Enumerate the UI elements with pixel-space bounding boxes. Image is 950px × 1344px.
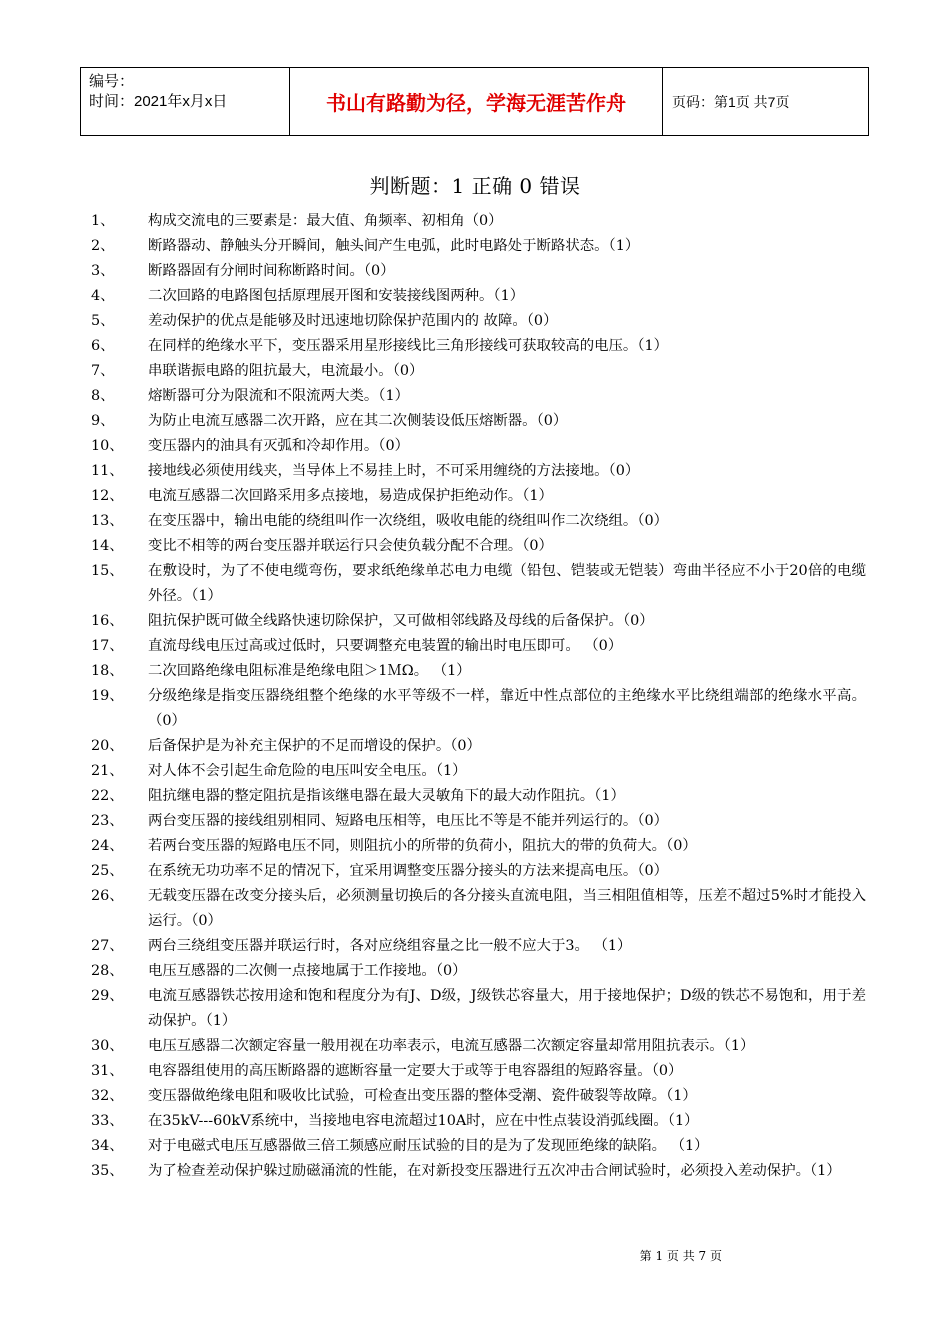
list-item — [91, 334, 866, 359]
question-number: 31、 — [91, 1063, 124, 1079]
question-text: 在变压器中，输出电能的绕组叫作一次绕组，吸收电能的绕组叫作二次绕组。（0） — [148, 513, 669, 529]
header-info-cell — [81, 68, 290, 136]
question-text: 为防止电流互感器二次开路，应在其二次侧装设低压熔断器。（0） — [148, 413, 568, 429]
question-text: 电压互感器二次额定容量一般用视在功率表示，电流互感器二次额定容量却常用阻抗表示。（1） — [148, 1038, 755, 1054]
question-text: 若两台变压器的短路电压不同，则阻抗小的所带的负荷小，阻抗大的带的负荷大。（0） — [148, 838, 697, 854]
question-number: 35、 — [91, 1163, 124, 1179]
question-number: 5、 — [91, 313, 115, 329]
question-number: 2、 — [91, 238, 115, 254]
question-text: 两台变压器的接线组别相同、短路电压相等，电压比不等是不能并列运行的。（0） — [148, 813, 669, 829]
question-number: 1、 — [91, 213, 115, 229]
question-text: 在35kV---60kV系统中，当接地电容电流超过10A时，应在中性点装设消弧线圈。（1） — [148, 1113, 699, 1129]
question-text: 电压互感器的二次侧一点接地属于工作接地。（0） — [148, 963, 467, 979]
header-table — [80, 67, 869, 136]
question-number: 29、 — [91, 988, 124, 1004]
question-text: 熔断器可分为限流和不限流两大类。（1） — [148, 388, 409, 404]
list-item — [91, 559, 866, 609]
list-item — [91, 884, 866, 934]
question-number: 17、 — [91, 638, 124, 654]
list-item — [91, 1134, 866, 1159]
list-item — [91, 734, 866, 759]
question-number: 18、 — [91, 663, 124, 679]
question-text: 为了检查差动保护躲过励磁涌流的性能，在对新投变压器进行五次冲击合闸试验时，必须投入差动保护。（1） — [148, 1163, 841, 1179]
page-footer: 第 1 页 共 7 页 — [639, 1249, 722, 1263]
list-item — [91, 384, 866, 409]
question-text: 直流母线电压过高或过低时，只要调整充电装置的输出时电压即可。 （0） — [148, 638, 623, 654]
question-text: 在同样的绝缘水平下，变压器采用星形接线比三角形接线可获取较高的电压。（1） — [148, 338, 669, 354]
question-number: 19、 — [91, 688, 124, 704]
date-label: 时间：2021年x月x日 — [89, 93, 228, 110]
question-number: 11、 — [91, 463, 124, 479]
question-number: 28、 — [91, 963, 124, 979]
question-number: 25、 — [91, 863, 124, 879]
page-label: 页码：第1页 共7页 — [663, 68, 869, 136]
question-text: 断路器固有分闸时间称断路时间。（0） — [148, 263, 395, 279]
list-item — [91, 209, 866, 234]
list-item — [91, 1109, 866, 1134]
question-number: 6、 — [91, 338, 115, 354]
question-number: 24、 — [91, 838, 124, 854]
question-text: 二次回路绝缘电阻标准是绝缘电阻＞1ＭΩ。 （1） — [148, 663, 471, 679]
question-text: 对于电磁式电压互感器做三倍工频感应耐压试验的目的是为了发现匝绝缘的缺陷。 （1） — [148, 1138, 709, 1154]
question-number: 20、 — [91, 738, 124, 754]
question-number: 7、 — [91, 363, 115, 379]
question-number: 3、 — [91, 263, 115, 279]
list-item — [91, 1084, 866, 1109]
list-item — [91, 759, 866, 784]
question-number: 8、 — [91, 388, 115, 404]
list-item — [91, 1159, 866, 1184]
question-list — [91, 209, 866, 1184]
question-number: 23、 — [91, 813, 124, 829]
question-number: 14、 — [91, 538, 124, 554]
list-item — [91, 509, 866, 534]
list-item — [91, 809, 866, 834]
question-number: 12、 — [91, 488, 124, 504]
question-text: 差动保护的优点是能够及时迅速地切除保护范围内的 故障。（0） — [148, 313, 558, 329]
question-number: 13、 — [91, 513, 124, 529]
page-title: 判断题：1 正确 0 错误 — [369, 174, 581, 198]
question-number: 26、 — [91, 888, 124, 904]
question-number: 30、 — [91, 1038, 124, 1054]
list-item — [91, 1034, 866, 1059]
question-number: 22、 — [91, 788, 124, 804]
list-item — [91, 459, 866, 484]
motto: 书山有路勤为径，学海无涯苦作舟 — [290, 68, 663, 136]
question-text: 二次回路的电路图包括原理展开图和安装接线图两种。（1） — [148, 288, 525, 304]
list-item — [91, 959, 866, 984]
list-item — [91, 284, 866, 309]
question-text: 在系统无功功率不足的情况下，宜采用调整变压器分接头的方法来提高电压。（0） — [148, 863, 669, 879]
list-item — [91, 784, 866, 809]
list-item — [91, 634, 866, 659]
question-number: 32、 — [91, 1088, 124, 1104]
question-number: 21、 — [91, 763, 124, 779]
question-text: 接地线必须使用线夹，当导体上不易挂上时，不可采用缠绕的方法接地。（0） — [148, 463, 640, 479]
question-text: 电容器组使用的高压断路器的遮断容量一定要大于或等于电容器组的短路容量。（0） — [148, 1063, 683, 1079]
number-label: 编号： — [89, 73, 135, 90]
list-item — [91, 684, 866, 734]
question-text: 串联谐振电路的阻抗最大，电流最小。（0） — [148, 363, 424, 379]
list-item — [91, 834, 866, 859]
list-item — [91, 234, 866, 259]
question-text: 对人体不会引起生命危险的电压叫安全电压。（1） — [148, 763, 467, 779]
list-item — [91, 484, 866, 509]
question-text: 在敷设时，为了不使电缆弯伤，要求纸绝缘单芯电力电缆（铅包、铠装或无铠装）弯曲半径应不小于20倍的电缆外径。（1） — [148, 563, 866, 604]
question-text: 电流互感器铁芯按用途和饱和程度分为有J、D级，J级铁芯容量大，用于接地保护；D级的铁芯不易饱和，用于差动保护。（1） — [148, 988, 866, 1029]
question-number: 16、 — [91, 613, 124, 629]
question-number: 27、 — [91, 938, 124, 954]
question-text: 阻抗保护既可做全线路快速切除保护，又可做相邻线路及母线的后备保护。（0） — [148, 613, 654, 629]
question-text: 无载变压器在改变分接头后，必须测量切换后的各分接头直流电阻，当三相阻值相等，压差不超过5%时才能投入运行。（0） — [148, 888, 866, 929]
list-item — [91, 534, 866, 559]
question-text: 两台三绕组变压器并联运行时，各对应绕组容量之比一般不应大于3。 （1） — [148, 938, 632, 954]
question-number: 33、 — [91, 1113, 124, 1129]
question-number: 4、 — [91, 288, 115, 304]
question-text: 变压器做绝缘电阻和吸收比试验，可检查出变压器的整体受潮、瓷件破裂等故障。（1） — [148, 1088, 697, 1104]
question-text: 分级绝缘是指变压器绕组整个绝缘的水平等级不一样，靠近中性点部位的主绝缘水平比绕组端部的绝缘水平高。（0） — [148, 688, 866, 729]
question-text: 构成交流电的三要素是：最大值、角频率、初相角（0） — [148, 213, 503, 229]
question-text: 电流互感器二次回路采用多点接地，易造成保护拒绝动作。（1） — [148, 488, 553, 504]
list-item — [91, 409, 866, 434]
list-item — [91, 609, 866, 634]
question-number: 34、 — [91, 1138, 124, 1154]
list-item — [91, 934, 866, 959]
list-item — [91, 859, 866, 884]
question-number: 10、 — [91, 438, 124, 454]
question-text: 变压器内的油具有灭弧和冷却作用。（0） — [148, 438, 409, 454]
list-item — [91, 659, 866, 684]
list-item — [91, 434, 866, 459]
list-item — [91, 1059, 866, 1084]
question-number: 15、 — [91, 563, 124, 579]
list-item — [91, 359, 866, 384]
question-number: 9、 — [91, 413, 115, 429]
list-item — [91, 259, 866, 284]
question-text: 阻抗继电器的整定阻抗是指该继电器在最大灵敏角下的最大动作阻抗。（1） — [148, 788, 625, 804]
question-text: 变比不相等的两台变压器并联运行只会使负载分配不合理。（0） — [148, 538, 553, 554]
question-text: 后备保护是为补充主保护的不足而增设的保护。（0） — [148, 738, 481, 754]
list-item — [91, 309, 866, 334]
question-text: 断路器动、静触头分开瞬间，触头间产生电弧，此时电路处于断路状态。（1） — [148, 238, 640, 254]
list-item — [91, 984, 866, 1034]
